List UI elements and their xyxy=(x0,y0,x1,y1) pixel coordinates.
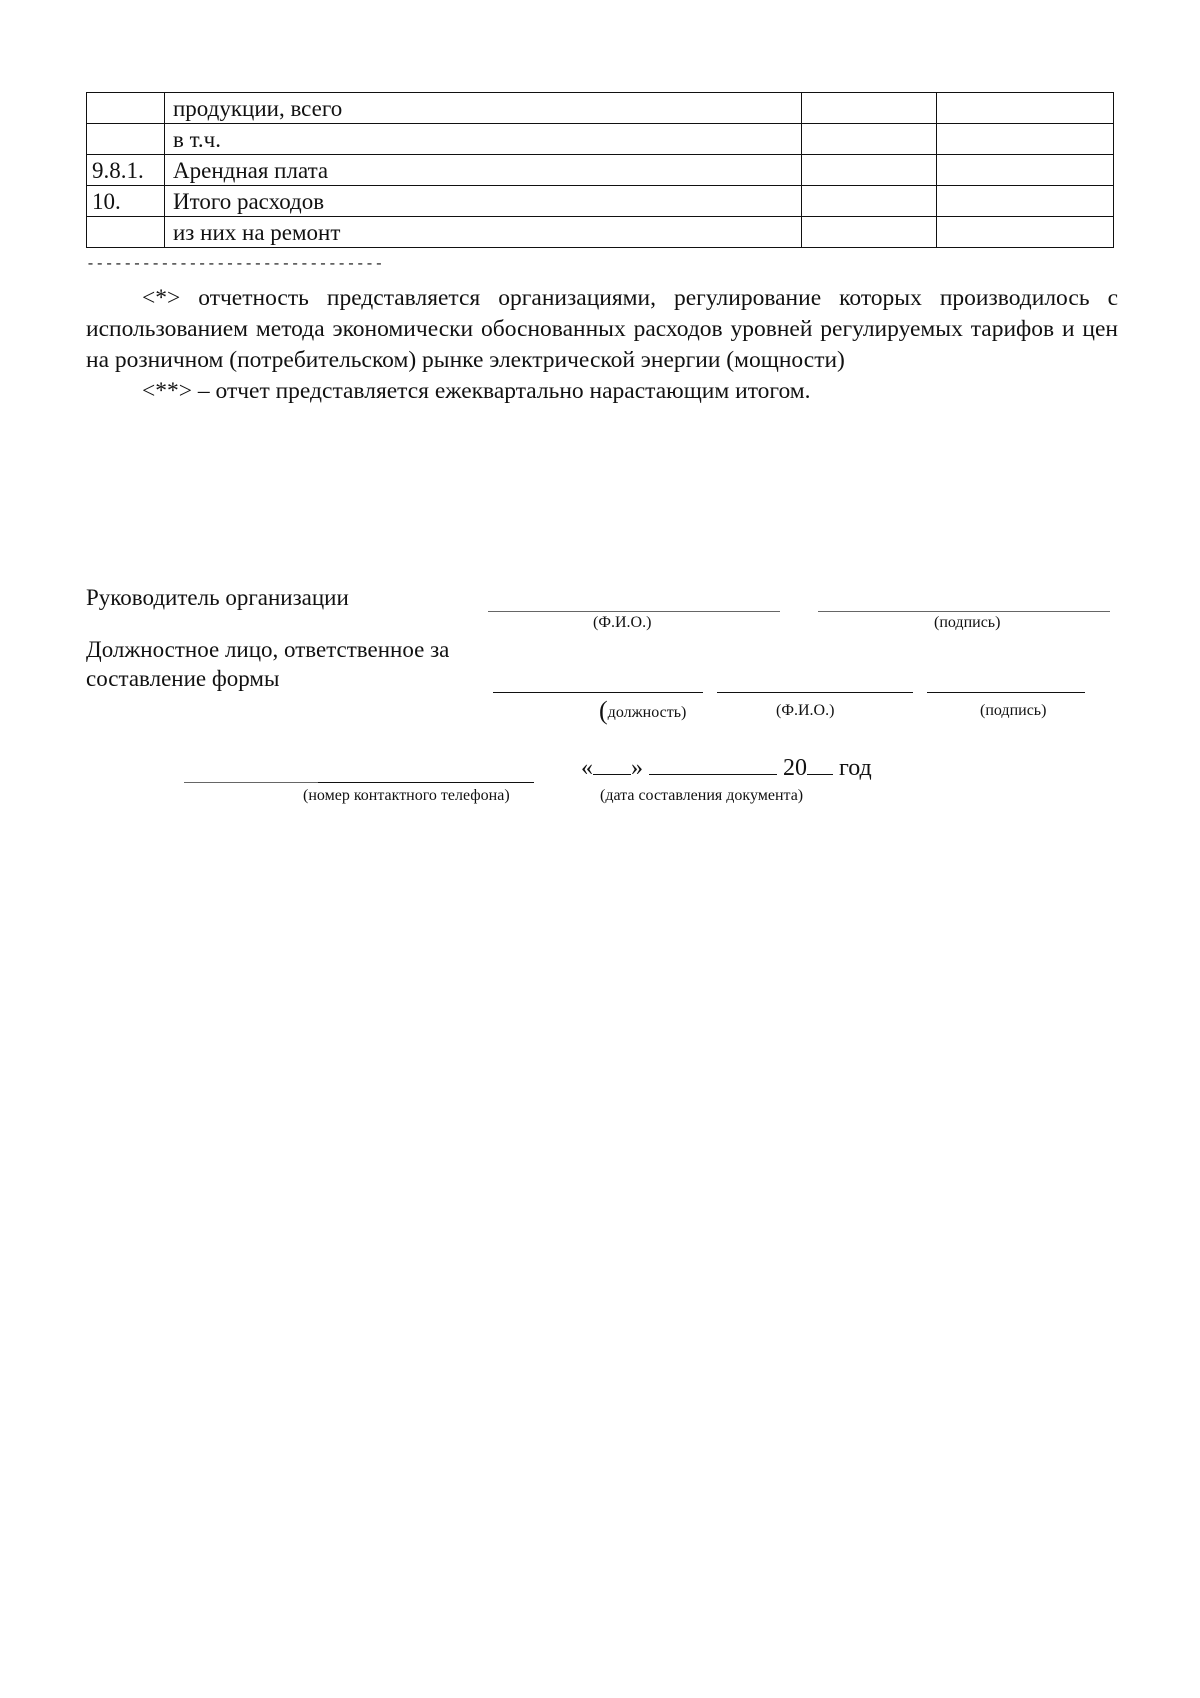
footnotes xyxy=(86,283,1118,407)
row-name-cell: из них на ремонт xyxy=(165,217,802,248)
row-value-cell-2 xyxy=(937,93,1114,124)
table-row xyxy=(87,93,1114,124)
row-name-cell: продукции, всего xyxy=(165,93,802,124)
row-name-cell: Итого расходов xyxy=(165,186,802,217)
date-year-blank xyxy=(807,756,833,775)
table-row xyxy=(87,186,1114,217)
head-label: Руководитель организации xyxy=(86,585,349,610)
table-row xyxy=(87,155,1114,186)
responsible-label-line2: составление формы xyxy=(86,666,280,691)
row-number-cell xyxy=(87,217,165,248)
responsible-fio-line xyxy=(717,692,913,693)
row-number-cell: 10. xyxy=(87,186,165,217)
row-value-cell-1 xyxy=(802,93,937,124)
row-name-cell: в т.ч. xyxy=(165,124,802,155)
footnote-2: <**> – отчет представляется ежеквартально нарастающим итогом. xyxy=(142,378,811,404)
row-number-cell xyxy=(87,93,165,124)
row-value-cell-2 xyxy=(937,186,1114,217)
row-number-cell xyxy=(87,124,165,155)
document-date: « » 20 год xyxy=(581,755,872,781)
head-fio-line xyxy=(488,611,780,612)
date-caption: (дата составления документа) xyxy=(600,787,804,804)
report-table xyxy=(86,92,1114,248)
head-signature-caption: (подпись) xyxy=(934,614,1001,631)
row-name-cell: Арендная плата xyxy=(165,155,802,186)
responsible-position-line xyxy=(493,692,703,693)
responsible-fio-caption: (Ф.И.О.) xyxy=(776,702,835,719)
row-number-cell: 9.8.1. xyxy=(87,155,165,186)
responsible-label-line1: Должностное лицо, ответственное за xyxy=(86,637,450,662)
table-row xyxy=(87,217,1114,248)
phone-caption: (номер контактного телефона) xyxy=(303,787,510,804)
date-day-blank xyxy=(593,756,631,775)
responsible-position-caption: (должность) xyxy=(599,696,687,725)
head-signature-line xyxy=(818,611,1110,612)
head-fio-caption: (Ф.И.О.) xyxy=(593,614,652,631)
row-value-cell-2 xyxy=(937,217,1114,248)
phone-line-light xyxy=(184,782,318,783)
table-row xyxy=(87,124,1114,155)
row-value-cell-1 xyxy=(802,155,937,186)
responsible-signature-line xyxy=(927,692,1085,693)
date-month-blank xyxy=(649,756,777,775)
row-value-cell-2 xyxy=(937,124,1114,155)
phone-line xyxy=(318,782,534,783)
footnote-1: <*> отчетность представляется организациями, регулирование которых производилось с использованием метода экономически обоснованных расходов уровней регулируемых тарифов и цен на розничном (потребительском) рынке электрической энергии (мощности) xyxy=(86,285,1118,373)
row-value-cell-1 xyxy=(802,186,937,217)
footnote-separator: -------------------------------- xyxy=(86,256,384,273)
row-value-cell-1 xyxy=(802,217,937,248)
row-value-cell-1 xyxy=(802,124,937,155)
row-value-cell-2 xyxy=(937,155,1114,186)
report-table-body xyxy=(87,93,1114,248)
responsible-signature-caption: (подпись) xyxy=(980,702,1047,719)
